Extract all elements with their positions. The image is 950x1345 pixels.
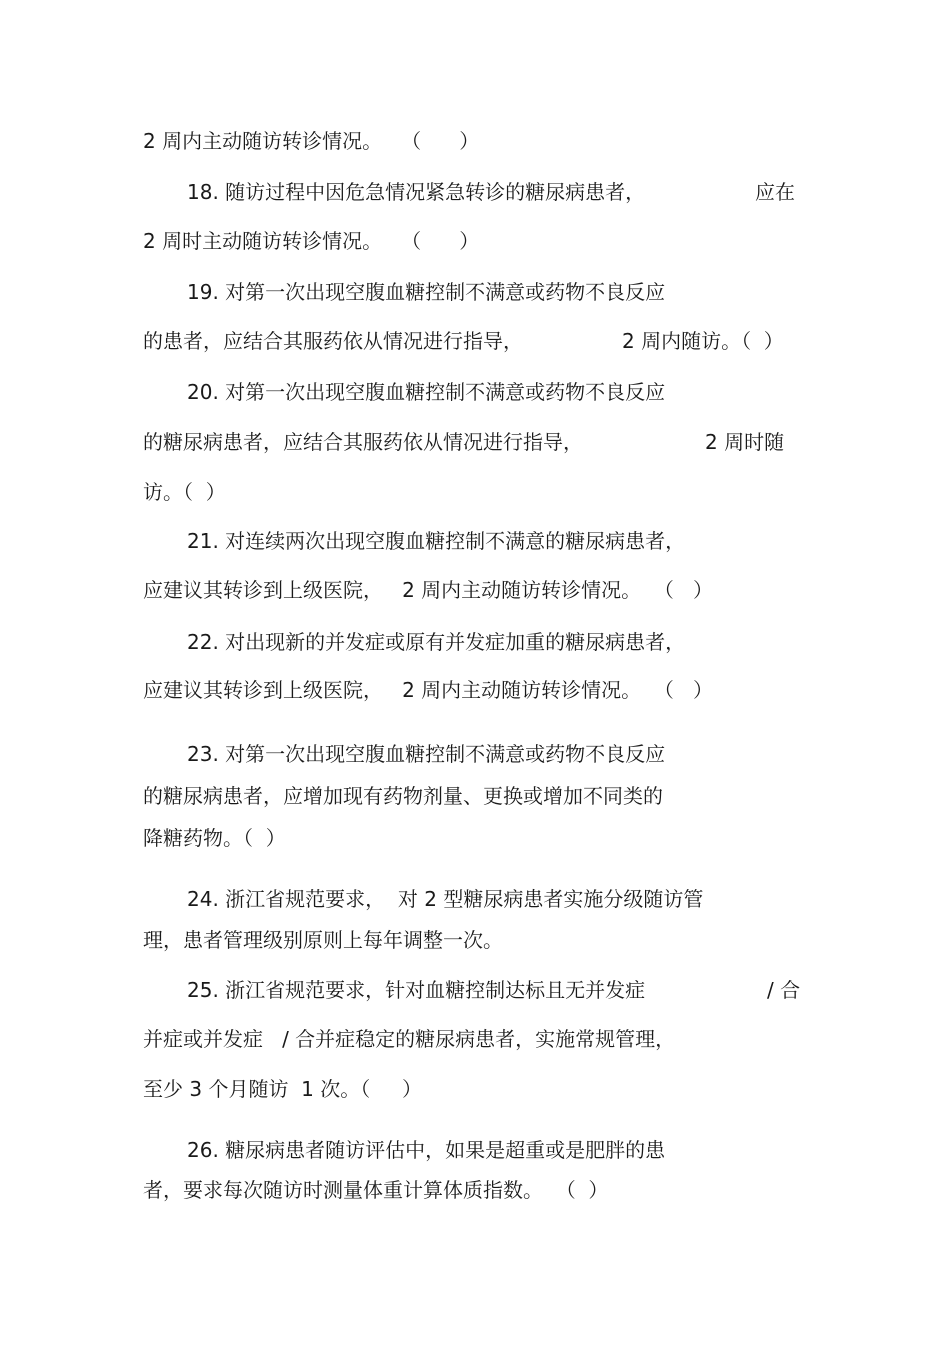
text-line: 并症或并发症 / 合并症稳定的糖尿病患者，实施常规管理， (143, 1027, 676, 1051)
text-line: 访。（ ） (143, 480, 226, 504)
question-24: 24. 浙江省规范要求， 对 2 型糖尿病患者实施分级随访管 (187, 887, 704, 911)
question-19: 19. 对第一次出现空腹血糖控制不满意或药物不良反应 (187, 280, 666, 304)
text-line: 应在 (755, 180, 795, 204)
text-line: 的糖尿病患者，应结合其服药依从情况进行指导， (143, 430, 583, 454)
text-line: 降糖药物。（ ） (143, 826, 286, 850)
text-line: 至少 3 个月随访 1 次。（ ） (143, 1077, 423, 1101)
question-22: 22. 对出现新的并发症或原有并发症加重的糖尿病患者， (187, 630, 686, 654)
text-line: 的患者，应结合其服药依从情况进行指导， (143, 329, 523, 353)
question-25: 25. 浙江省规范要求，针对血糖控制达标且无并发症 (187, 978, 646, 1002)
text-line: 2 周时随 (705, 430, 785, 454)
text-line: 的糖尿病患者，应增加现有药物剂量、更换或增加不同类的 (143, 784, 663, 808)
question-23: 23. 对第一次出现空腹血糖控制不满意或药物不良反应 (187, 742, 666, 766)
text-line: 理，患者管理级别原则上每年调整一次。 (143, 928, 503, 952)
question-26: 26. 糖尿病患者随访评估中，如果是超重或是肥胖的患 (187, 1138, 666, 1162)
text-line: 2 周内随访。（ ） (622, 329, 784, 353)
text-line: 2 周内主动随访转诊情况。 （ ） (143, 129, 480, 153)
text-line: 者，要求每次随访时测量体重计算体质指数。 （ ） (143, 1178, 609, 1202)
text-line: 应建议其转诊到上级医院， 2 周内主动随访转诊情况。 （ ） (143, 678, 713, 702)
text-line: / 合 (767, 978, 801, 1002)
text-line: 2 周时主动随访转诊情况。 （ ） (143, 229, 480, 253)
question-20: 20. 对第一次出现空腹血糖控制不满意或药物不良反应 (187, 380, 666, 404)
text-line: 应建议其转诊到上级医院， 2 周内主动随访转诊情况。 （ ） (143, 578, 713, 602)
question-21: 21. 对连续两次出现空腹血糖控制不满意的糖尿病患者， (187, 529, 686, 553)
question-18: 18. 随访过程中因危急情况紧急转诊的糖尿病患者， (187, 180, 646, 204)
